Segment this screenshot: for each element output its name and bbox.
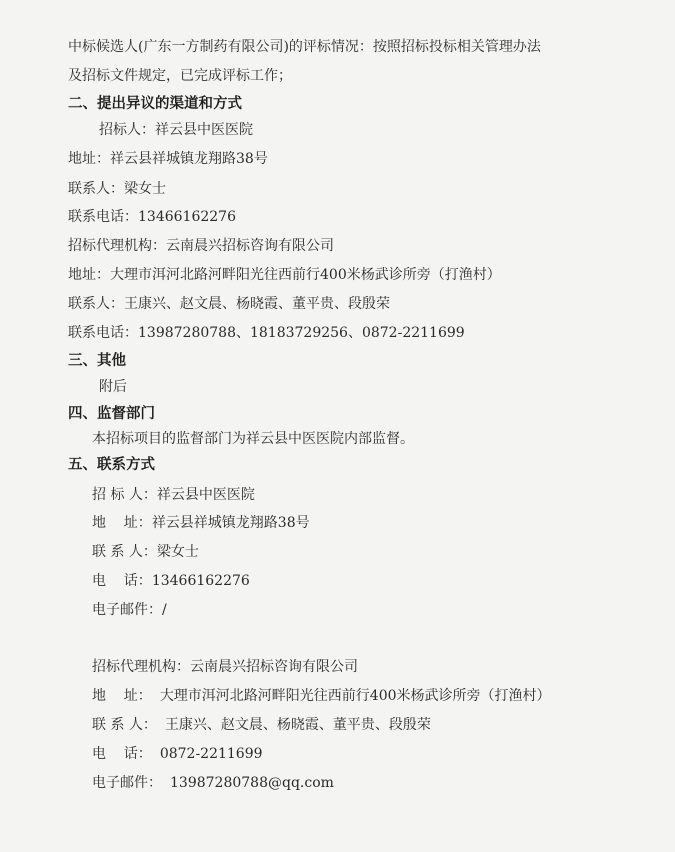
s5-agency-contact-label: 联 系 人： — [92, 717, 157, 733]
section-2-contact: 联系人：梁女士 — [68, 181, 166, 197]
s5-agency-phone-value: 0872-2211699 — [159, 746, 263, 762]
section-2-address: 地址：祥云县祥城镇龙翔路38号 — [68, 151, 268, 167]
s5-agency-email-row — [92, 774, 334, 792]
s5-agency-phone-label: 电 话： — [92, 746, 152, 762]
intro-line-2: 及招标文件规定，已完成评标工作； — [68, 68, 292, 84]
s5-agency-addr-label: 地 址： — [92, 688, 152, 704]
section-4-heading: 四、监督部门 — [68, 406, 155, 422]
s5-agency-addr-row — [92, 687, 551, 705]
s5-agency-contact-value: 王康兴、赵文晨、杨晓霞、董平贵、段殷荣 — [164, 717, 431, 733]
s5-tenderer-contact-label: 联 系 人： — [92, 544, 157, 560]
s5-tenderer-addr-value: 祥云县祥城镇龙翔路38号 — [151, 515, 310, 531]
s5-tenderer-email-value: / — [162, 602, 167, 618]
intro-line-1: 中标候选人(广东一方制药有限公司)的评标情况：按照招标投标相关管理办法 — [68, 39, 541, 55]
s5-tenderer-email-label: 电子邮件： — [92, 602, 162, 618]
s5-tenderer-phone-value: 13466162276 — [151, 573, 250, 589]
section-2-agency-contacts: 联系人：王康兴、赵文晨、杨晓霞、董平贵、段殷荣 — [68, 296, 390, 312]
s5-tenderer-contact-row — [92, 543, 199, 561]
s5-tenderer-label: 招 标 人： — [92, 487, 157, 503]
section-2-agency: 招标代理机构：云南晨兴招标咨询有限公司 — [68, 238, 334, 254]
section-2-heading: 二、提出异议的渠道和方式 — [68, 96, 242, 112]
s5-tenderer-email-row — [92, 601, 167, 619]
s5-agency-label: 招标代理机构： — [92, 659, 190, 675]
s5-tenderer-row — [92, 486, 255, 504]
s5-tenderer-value: 祥云县中医医院 — [156, 487, 255, 503]
s5-agency-value: 云南晨兴招标咨询有限公司 — [190, 659, 358, 675]
s5-tenderer-contact-value: 梁女士 — [156, 544, 199, 560]
s5-agency-row — [92, 658, 358, 676]
section-2-agency-phone: 联系电话：13987280788、18183729256、0872-2211699 — [68, 325, 465, 341]
section-2-agency-address: 地址：大理市洱河北路河畔阳光往西前行400米杨武诊所旁（打渔村） — [68, 267, 501, 283]
s5-tenderer-phone-row — [92, 572, 250, 590]
section-3-heading: 三、其他 — [68, 353, 126, 369]
section-2-phone: 联系电话：13466162276 — [68, 209, 236, 225]
s5-tenderer-addr-row — [92, 514, 310, 532]
section-4-text: 本招标项目的监督部门为祥云县中医医院内部监督。 — [92, 431, 414, 447]
s5-tenderer-phone-label: 电 话： — [92, 573, 152, 589]
s5-agency-email-value: 13987280788@qq.com — [170, 775, 334, 791]
section-5-heading: 五、联系方式 — [68, 457, 155, 473]
s5-agency-contact-row — [92, 716, 431, 734]
s5-agency-addr-value: 大理市洱河北路河畔阳光往西前行400米杨武诊所旁（打渔村） — [159, 688, 551, 704]
s5-agency-phone-row — [92, 745, 263, 763]
s5-tenderer-addr-label: 地 址： — [92, 515, 152, 531]
section-2-tenderer: 招标人：祥云县中医医院 — [99, 122, 253, 138]
section-3-text: 附后 — [99, 379, 127, 395]
s5-agency-email-label: 电子邮件： — [92, 775, 162, 791]
